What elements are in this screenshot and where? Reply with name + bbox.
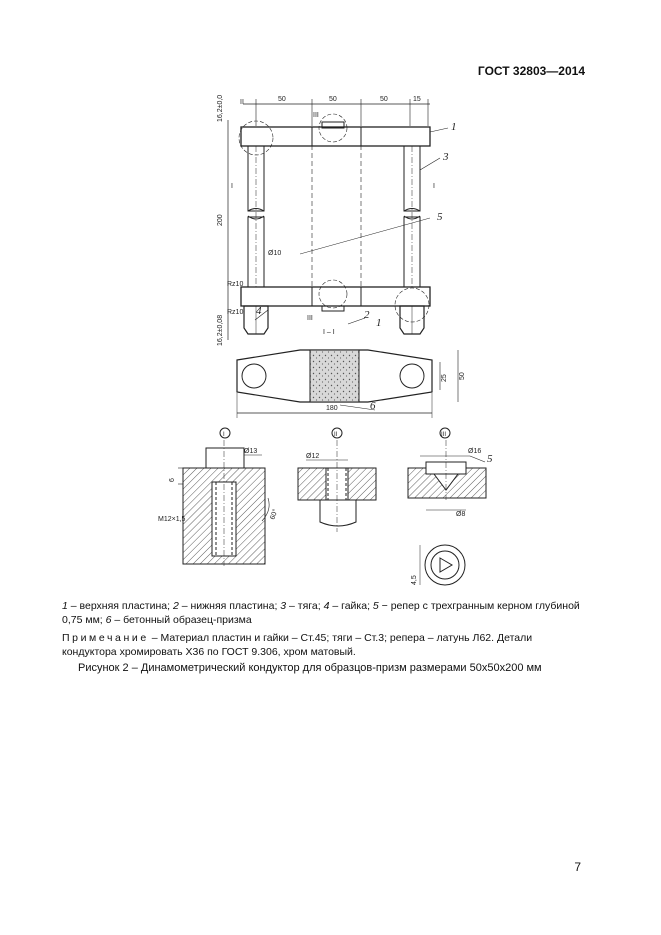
note xyxy=(62,631,582,659)
dim-top-3: 50 xyxy=(380,96,388,103)
callout-4: 4 xyxy=(256,305,262,317)
detail-II-d12: Ø12 xyxy=(306,453,320,460)
callout-1-bottom: 1 xyxy=(376,317,382,329)
label-section-III-top: III xyxy=(313,112,319,119)
legend-num-4: 4 xyxy=(323,600,330,612)
label-rz-top: Rz10 xyxy=(227,281,244,288)
legend-text-1: – верхняя пластина; xyxy=(67,600,173,612)
dim-left-200: 200 xyxy=(217,214,224,226)
legend-num-6: 6 xyxy=(105,614,112,626)
detail-I-angle: 60° xyxy=(269,508,280,521)
legend-num-2: 2 xyxy=(172,600,179,612)
dim-left-bottom: 16,2±0,08 xyxy=(217,314,224,346)
detail-III-d16: Ø16 xyxy=(468,448,482,455)
label-section-I-I: I – I xyxy=(323,329,335,336)
detail-I-h6: 6 xyxy=(169,478,176,482)
legend-text-5: − репер с трехгранным керном глубиной 0,75 мм; xyxy=(62,600,580,626)
label-section-I-right: I xyxy=(433,183,435,190)
note-label: Примечание xyxy=(62,632,149,644)
label-rz-bottom: Rz10 xyxy=(227,309,244,316)
label-section-III-bottom: III xyxy=(307,315,313,322)
callout-1-top: 1 xyxy=(451,121,457,133)
detail-II-marker: II xyxy=(334,432,338,438)
page-number: 7 xyxy=(574,860,581,874)
figure-caption: Рисунок 2 – Динамометрический кондуктор для образцов-призм размерами 50х50х200 мм xyxy=(78,662,542,674)
dim-height-50: 50 xyxy=(459,372,466,380)
standard-header: ГОСТ 32803—2014 xyxy=(477,64,585,78)
callout-6: 6 xyxy=(370,400,376,412)
detail-III-callout: 5 xyxy=(487,453,493,465)
label-diam10: Ø10 xyxy=(268,250,282,257)
legend xyxy=(62,599,582,627)
legend-num-5: 5 xyxy=(372,600,379,612)
dim-left-top: 16,2±0,0 xyxy=(217,94,224,122)
detail-III-h45: 4,5 xyxy=(411,575,418,585)
detail-I-thread: M12×1,5 xyxy=(158,516,186,523)
note-text: – Материал пластин и гайки – Ст.45; тяги – Ст.3; репера – латунь Л62. Детали кондуктора хромировать Х36 по ГОСТ 9.306, хром матовый. xyxy=(62,632,533,658)
legend-text-2: – нижняя пластина; xyxy=(178,600,281,612)
dim-width-180: 180 xyxy=(326,405,338,412)
legend-num-3: 3 xyxy=(280,600,287,612)
dim-top-2: 50 xyxy=(329,96,337,103)
detail-III-marker: III xyxy=(441,432,447,438)
detail-I-marker: I xyxy=(223,432,225,438)
detail-I-d13: Ø13 xyxy=(244,448,258,455)
label-section-II: II xyxy=(240,99,244,106)
label-section-I-left: I xyxy=(231,183,233,190)
callout-5: 5 xyxy=(437,211,443,223)
dim-top-4: 15 xyxy=(413,96,421,103)
legend-text-4: – гайка; xyxy=(329,600,373,612)
legend-text-3: – тяга; xyxy=(286,600,324,612)
callout-3: 3 xyxy=(443,151,449,163)
detail-III-d8: Ø8 xyxy=(456,511,466,518)
legend-text-6: – бетонный образец-призма xyxy=(111,614,252,626)
callout-2: 2 xyxy=(364,309,370,321)
dim-top-1: 50 xyxy=(278,96,286,103)
legend-num-1: 1 xyxy=(62,600,68,612)
dim-height-25: 25 xyxy=(441,374,448,382)
